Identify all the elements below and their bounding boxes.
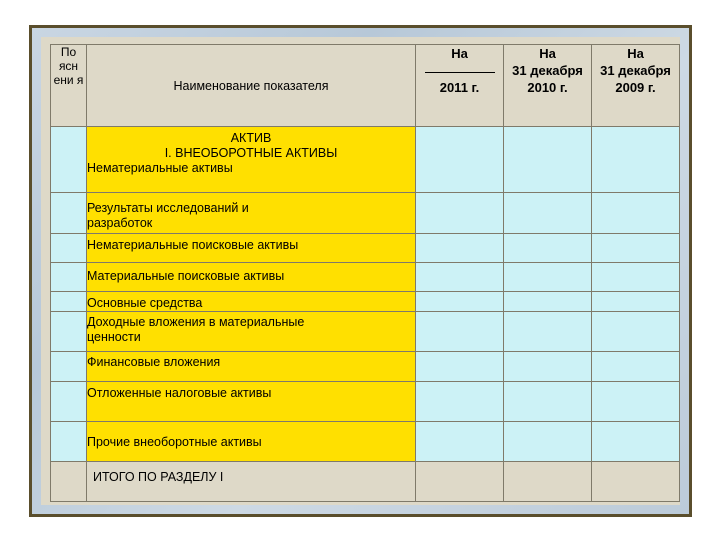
table-row (51, 292, 680, 312)
row-label: Отложенные налоговые активы (87, 386, 272, 400)
table-row (51, 312, 680, 352)
balance-table (50, 44, 680, 502)
table-row (51, 127, 680, 193)
row-label: Прочие внеоборотные активы (87, 435, 262, 449)
row-label: Финансовые вложения (87, 355, 221, 369)
row-label: Нематериальные активы (87, 161, 233, 175)
table-row (51, 234, 680, 263)
header-row (51, 45, 680, 127)
row-label: Доходные вложения в материальные ценности (87, 315, 305, 344)
subsection-title: I. ВНЕОБОРОТНЫЕ АКТИВЫ (164, 146, 338, 160)
row-label: Материальные поисковые активы (87, 269, 285, 283)
column-2011-header: На 2011 г. (416, 45, 504, 127)
table-row (51, 193, 680, 234)
total-label: ИТОГО ПО РАЗДЕЛУ I (93, 470, 224, 484)
section-title: АКТИВ (230, 131, 272, 145)
row-label: Нематериальные поисковые активы (87, 238, 299, 252)
column-2010-header: На 31 декабря 2010 г. (504, 45, 592, 127)
total-row (51, 462, 680, 502)
table-row (51, 352, 680, 382)
explanation-header: По ясн ени я (51, 45, 87, 127)
row-label: Результаты исследований и разработок (87, 201, 249, 230)
table-row (51, 263, 680, 292)
table-row (51, 382, 680, 422)
column-2009-header: На 31 декабря 2009 г. (592, 45, 680, 127)
table-row (51, 422, 680, 462)
row-label: Основные средства (87, 296, 203, 310)
indicator-name-header: Наименование показателя (87, 45, 416, 127)
date-blank-line (425, 71, 495, 73)
